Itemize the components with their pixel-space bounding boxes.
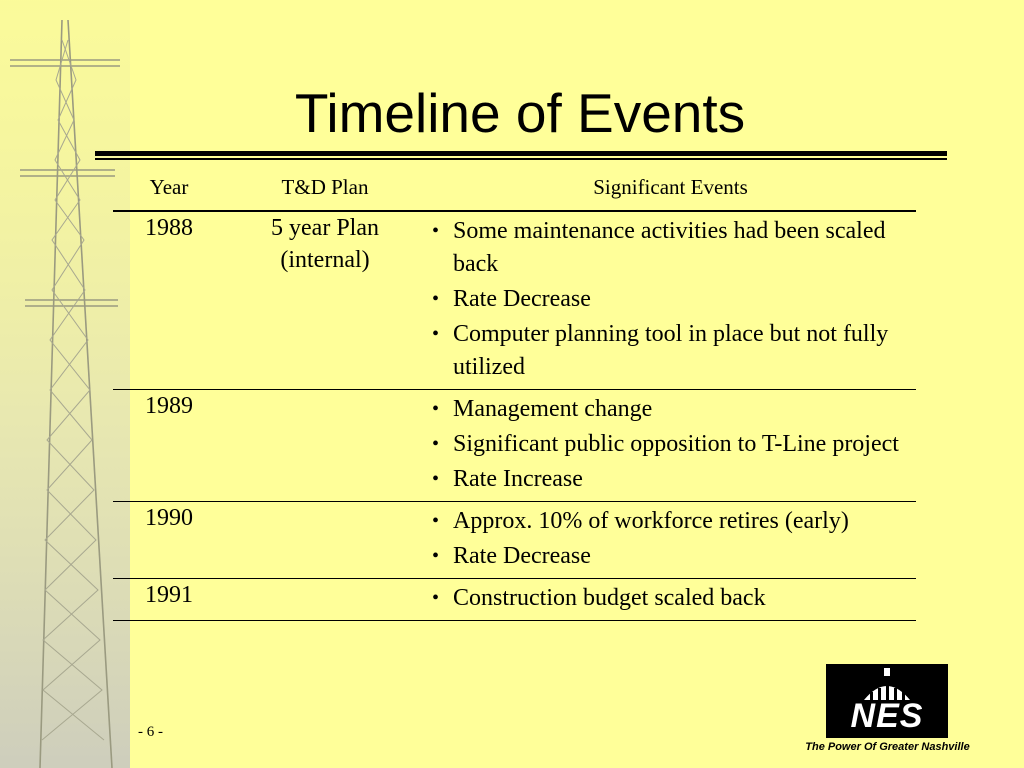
plan-cell: [225, 502, 425, 579]
bullet-icon: •: [432, 545, 440, 567]
event-text: Computer planning tool in place but not fully utilized: [453, 321, 889, 380]
event-text: Rate Decrease: [453, 286, 591, 312]
nes-logo: [826, 664, 948, 738]
header-plan: T&D Plan: [225, 164, 425, 211]
bullet-icon: •: [432, 323, 440, 345]
title-divider-thick: [95, 151, 947, 156]
event-text: Significant public opposition to T-Line project: [453, 431, 899, 457]
header-year: Year: [113, 164, 225, 211]
title-divider-thin: [95, 158, 947, 160]
logo-tagline: The Power Of Greater Nashville: [805, 741, 970, 753]
header-events: Significant Events: [425, 164, 916, 211]
page-number: - 6 -: [138, 724, 163, 740]
list-item: [425, 283, 916, 316]
bullet-icon: •: [432, 468, 440, 490]
table-row: [113, 211, 916, 390]
list-item: [425, 463, 916, 496]
event-text: Some maintenance activities had been scaled back: [453, 218, 886, 277]
event-text: Approx. 10% of workforce retires (early): [453, 508, 849, 534]
events-cell: [425, 579, 916, 621]
events-cell: [425, 390, 916, 502]
year-cell: 1989: [113, 390, 225, 502]
bullet-icon: •: [432, 510, 440, 532]
event-text: Management change: [453, 396, 653, 422]
table-row: [113, 579, 916, 621]
list-item: [425, 393, 916, 426]
year-cell: 1990: [113, 502, 225, 579]
bullet-icon: •: [432, 433, 440, 455]
events-cell: [425, 211, 916, 390]
events-list: [425, 212, 916, 389]
year-cell: 1991: [113, 579, 225, 621]
bullet-icon: •: [432, 587, 440, 609]
list-item: [425, 215, 916, 281]
table-row: [113, 502, 916, 579]
event-text: Rate Decrease: [453, 543, 591, 569]
year-cell: 1988: [113, 211, 225, 390]
bullet-icon: •: [432, 288, 440, 310]
plan-cell: [225, 390, 425, 502]
list-item: [425, 582, 916, 615]
list-item: [425, 505, 916, 538]
bullet-icon: •: [432, 398, 440, 420]
logo-text: NES: [850, 697, 924, 735]
events-list: [425, 502, 916, 578]
events-list: [425, 579, 916, 620]
table-header-row: [113, 164, 916, 211]
events-cell: [425, 502, 916, 579]
event-text: Rate Increase: [453, 466, 583, 492]
plan-cell: [225, 579, 425, 621]
events-list: [425, 390, 916, 501]
slide-title: Timeline of Events: [294, 82, 746, 144]
timeline-table: [113, 164, 916, 621]
bullet-icon: •: [432, 220, 440, 242]
list-item: [425, 318, 916, 384]
table-row: [113, 390, 916, 502]
event-text: Construction budget scaled back: [453, 585, 766, 611]
plan-cell: 5 year Plan (internal): [225, 211, 425, 390]
list-item: [425, 540, 916, 573]
list-item: [425, 428, 916, 461]
